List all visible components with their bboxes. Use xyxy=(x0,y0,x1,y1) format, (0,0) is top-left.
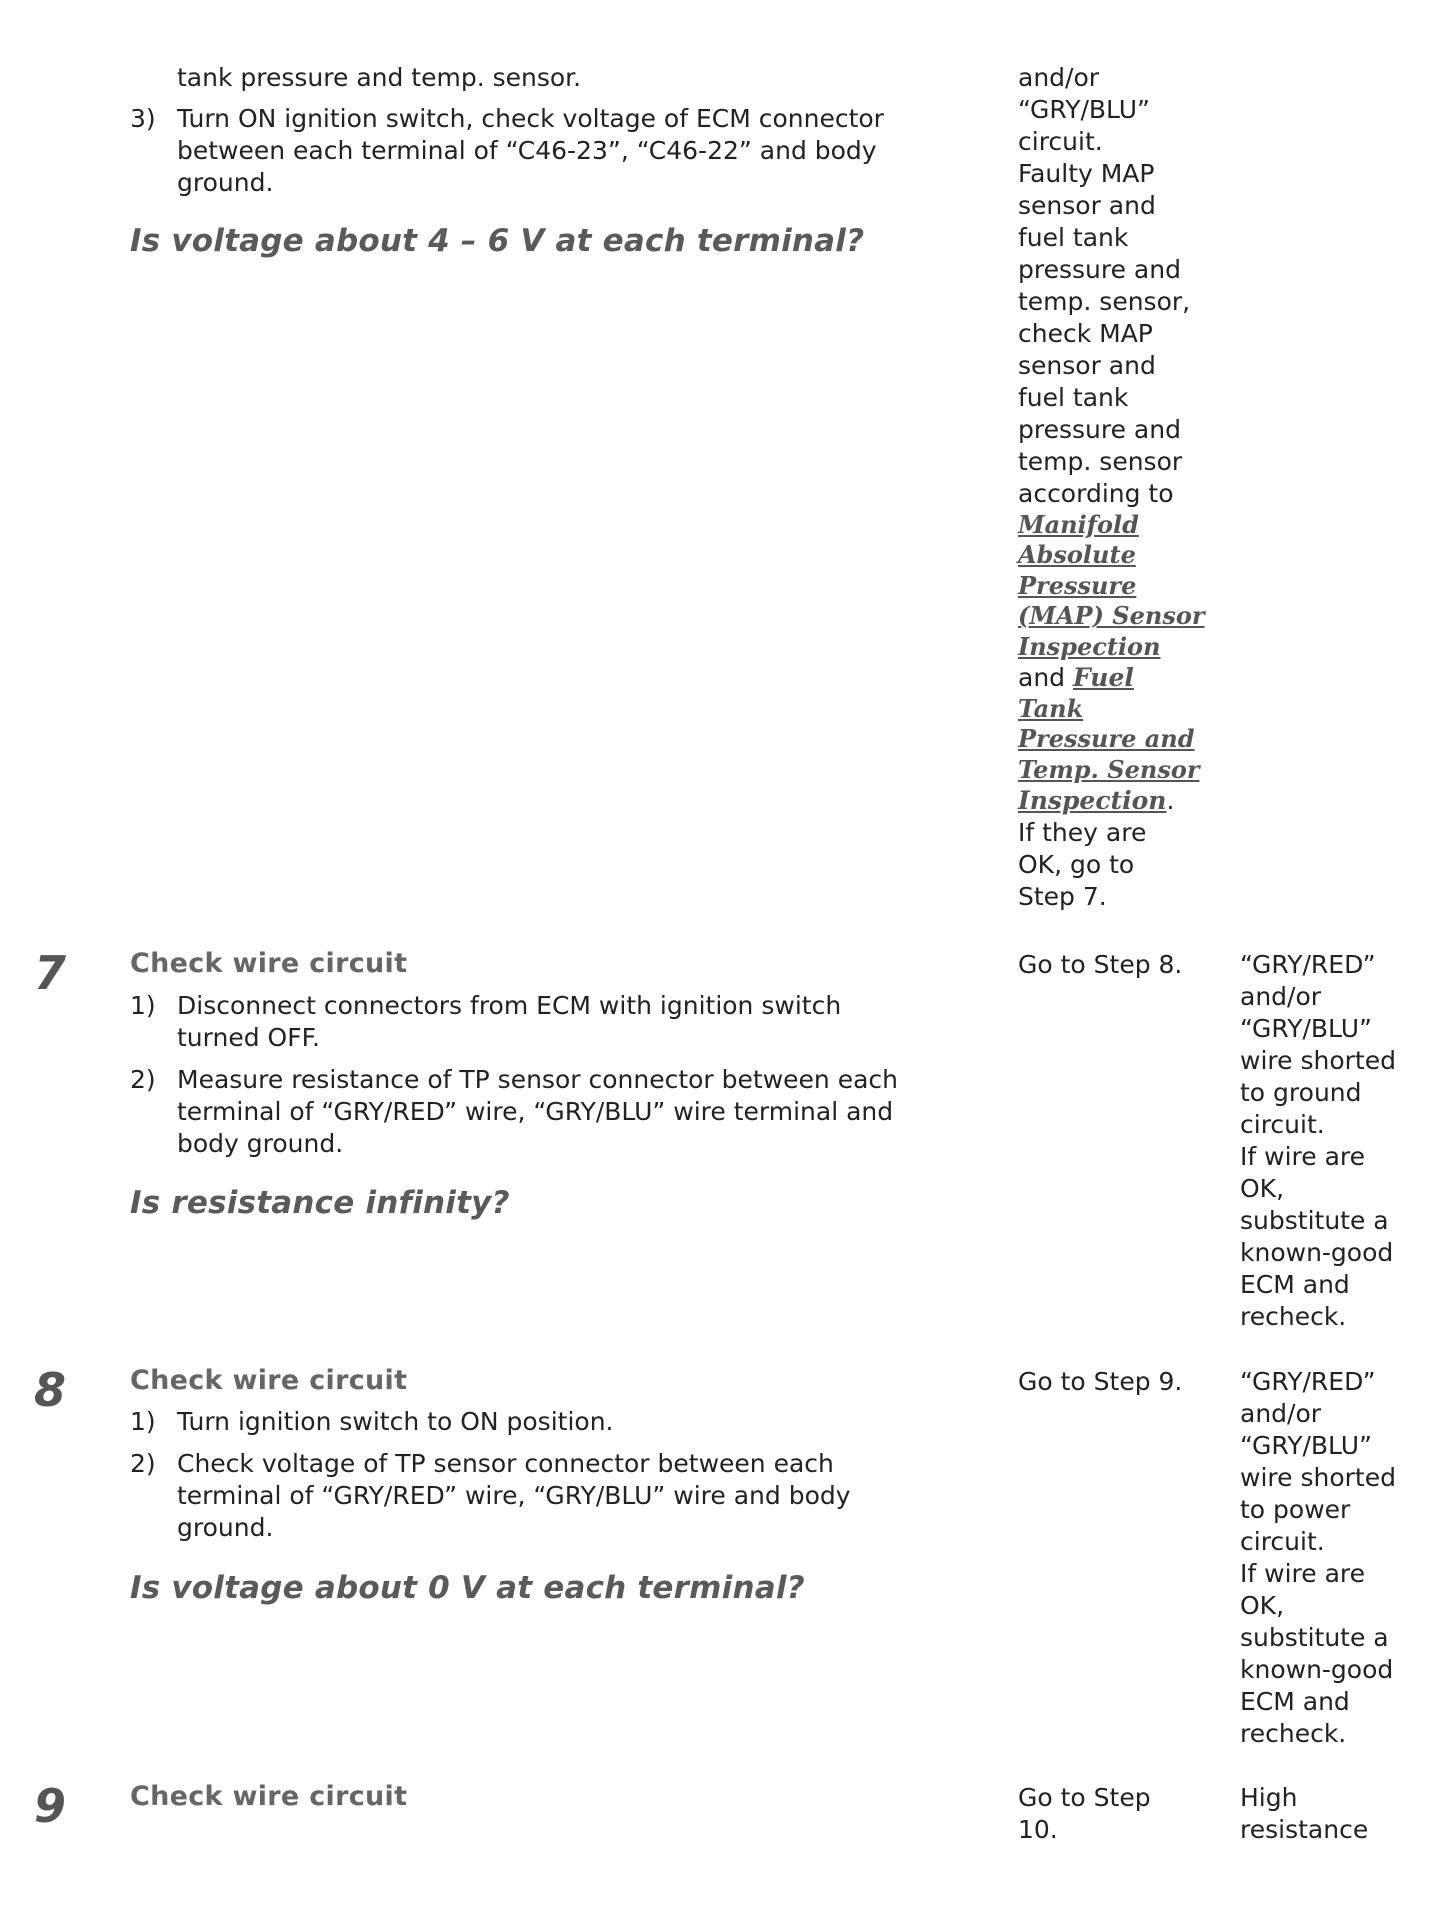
question-voltage-4-6v: Is voltage about 4 – 6 V at each terminal? xyxy=(130,223,865,259)
no-text: High xyxy=(1240,1783,1298,1812)
substep-text: terminal of “GRY/RED” wire, “GRY/BLU” wire and body xyxy=(177,1481,851,1510)
no-text: wire shorted xyxy=(1240,1463,1396,1492)
step-8-no-column xyxy=(1240,1366,1435,1750)
fuel-tank-sensor-inspection-link[interactable]: Temp. Sensor xyxy=(1018,754,1200,784)
step-8-substep-2 xyxy=(130,1448,980,1544)
no-text: If wire are xyxy=(1240,1142,1365,1171)
yes-text: Go to Step xyxy=(1018,1783,1151,1812)
yes-text: pressure and xyxy=(1018,255,1181,284)
no-text: ECM and xyxy=(1240,1687,1350,1716)
no-text: substitute a xyxy=(1240,1623,1389,1652)
no-text: “GRY/BLU” xyxy=(1240,1014,1372,1043)
no-text: circuit. xyxy=(1240,1527,1325,1556)
step-7-no-column xyxy=(1240,949,1435,1333)
question-resistance-infinity: Is resistance infinity? xyxy=(130,1185,510,1221)
no-text: circuit. xyxy=(1240,1110,1325,1139)
substep-text: Measure resistance of TP sensor connector between each xyxy=(177,1065,898,1094)
no-text: recheck. xyxy=(1240,1302,1347,1331)
map-sensor-inspection-link[interactable]: (MAP) Sensor xyxy=(1018,601,1205,631)
yes-text: “GRY/BLU” xyxy=(1018,95,1150,124)
no-text: “GRY/BLU” xyxy=(1240,1431,1372,1460)
yes-text: Faulty MAP xyxy=(1018,159,1155,188)
yes-text: sensor and xyxy=(1018,351,1156,380)
step-9-heading: Check wire circuit xyxy=(130,1781,408,1812)
yes-text: fuel tank xyxy=(1018,223,1129,252)
no-text: substitute a xyxy=(1240,1206,1389,1235)
yes-text: temp. sensor xyxy=(1018,447,1183,476)
no-text: “GRY/RED” xyxy=(1240,1367,1376,1396)
map-sensor-inspection-link[interactable]: Pressure xyxy=(1018,570,1137,600)
substep-text: between each terminal of “C46-23”, “C46-22” and body xyxy=(177,136,877,165)
step-8-substep-1 xyxy=(130,1406,980,1438)
step-number-7: 7 xyxy=(34,946,66,1000)
map-sensor-inspection-link[interactable]: Absolute xyxy=(1018,540,1136,570)
step-9-no-column xyxy=(1240,1782,1435,1846)
inspection-line xyxy=(1018,785,1208,817)
question-voltage-0v: Is voltage about 0 V at each terminal? xyxy=(130,1570,805,1606)
yes-column-continued xyxy=(1018,62,1208,913)
substep-text: Turn ON ignition switch, check voltage of ECM connector xyxy=(177,104,884,133)
step-7-heading: Check wire circuit xyxy=(130,948,408,979)
substep-text: ground. xyxy=(177,168,274,197)
and-line xyxy=(1018,662,1208,694)
fuel-tank-sensor-inspection-link[interactable]: Tank xyxy=(1018,694,1084,724)
no-text: resistance xyxy=(1240,1815,1369,1844)
yes-text: check MAP xyxy=(1018,319,1153,348)
substep-text: ground. xyxy=(177,1513,274,1542)
map-sensor-inspection-link[interactable]: Inspection xyxy=(1018,631,1161,661)
no-text: to power xyxy=(1240,1495,1351,1524)
no-text: OK, xyxy=(1240,1591,1285,1620)
substep-text: Turn ignition switch to ON position. xyxy=(177,1407,614,1436)
no-text: and/or xyxy=(1240,1399,1322,1428)
no-text: recheck. xyxy=(1240,1719,1347,1748)
and-word: and xyxy=(1018,663,1066,693)
step-number-9: 9 xyxy=(34,1779,66,1833)
fuel-tank-sensor-inspection-link[interactable]: Inspection xyxy=(1018,786,1167,816)
step-7-substep-1 xyxy=(130,990,980,1054)
substep-text: body ground. xyxy=(177,1129,344,1158)
fuel-tank-sensor-inspection-link[interactable]: Pressure and xyxy=(1018,724,1195,754)
yes-text: according to xyxy=(1018,479,1174,508)
map-sensor-inspection-link[interactable]: Manifold xyxy=(1018,510,1139,539)
period: . xyxy=(1166,786,1175,816)
substep-3 xyxy=(130,103,980,199)
yes-text: circuit. xyxy=(1018,127,1103,156)
yes-text: sensor and xyxy=(1018,191,1156,220)
step-number-8: 8 xyxy=(34,1363,66,1417)
yes-text: pressure and xyxy=(1018,415,1181,444)
step-8-heading: Check wire circuit xyxy=(130,1365,408,1396)
yes-text: temp. sensor, xyxy=(1018,287,1191,316)
step-9-yes-column[interactable] xyxy=(1018,1782,1208,1846)
substep-text: Check voltage of TP sensor connector between each xyxy=(177,1449,834,1478)
substep-number: 2) xyxy=(130,1449,156,1478)
substep-text: terminal of “GRY/RED” wire, “GRY/BLU” wire terminal and xyxy=(177,1097,894,1126)
no-text: and/or xyxy=(1240,982,1322,1011)
no-text: If wire are xyxy=(1240,1559,1365,1588)
fuel-tank-sensor-inspection-link[interactable]: Fuel xyxy=(1073,663,1134,693)
no-text: “GRY/RED” xyxy=(1240,950,1376,979)
no-text: ECM and xyxy=(1240,1270,1350,1299)
step-7-yes[interactable]: Go to Step 8. xyxy=(1018,950,1183,979)
substep-text: turned OFF. xyxy=(177,1023,320,1052)
substep-number: 1) xyxy=(130,1407,156,1436)
yes-text: fuel tank xyxy=(1018,383,1129,412)
substep-number: 3) xyxy=(130,104,156,133)
yes-text: OK, go to xyxy=(1018,850,1135,880)
yes-text: If they are xyxy=(1018,818,1147,848)
step-8-yes[interactable]: Go to Step 9. xyxy=(1018,1367,1183,1396)
continued-line: tank pressure and temp. sensor. xyxy=(177,63,582,92)
step-7-substep-2 xyxy=(130,1064,980,1160)
yes-text: and/or xyxy=(1018,63,1100,92)
no-text: known-good xyxy=(1240,1655,1394,1684)
substep-number: 2) xyxy=(130,1065,156,1094)
no-text: wire shorted xyxy=(1240,1046,1396,1075)
no-text: known-good xyxy=(1240,1238,1394,1267)
no-text: OK, xyxy=(1240,1174,1285,1203)
no-text: to ground xyxy=(1240,1078,1362,1107)
substep-number: 1) xyxy=(130,991,156,1020)
yes-text: Step 7. xyxy=(1018,882,1107,912)
yes-text: 10. xyxy=(1018,1815,1058,1844)
substep-text: Disconnect connectors from ECM with ignition switch xyxy=(177,991,842,1020)
